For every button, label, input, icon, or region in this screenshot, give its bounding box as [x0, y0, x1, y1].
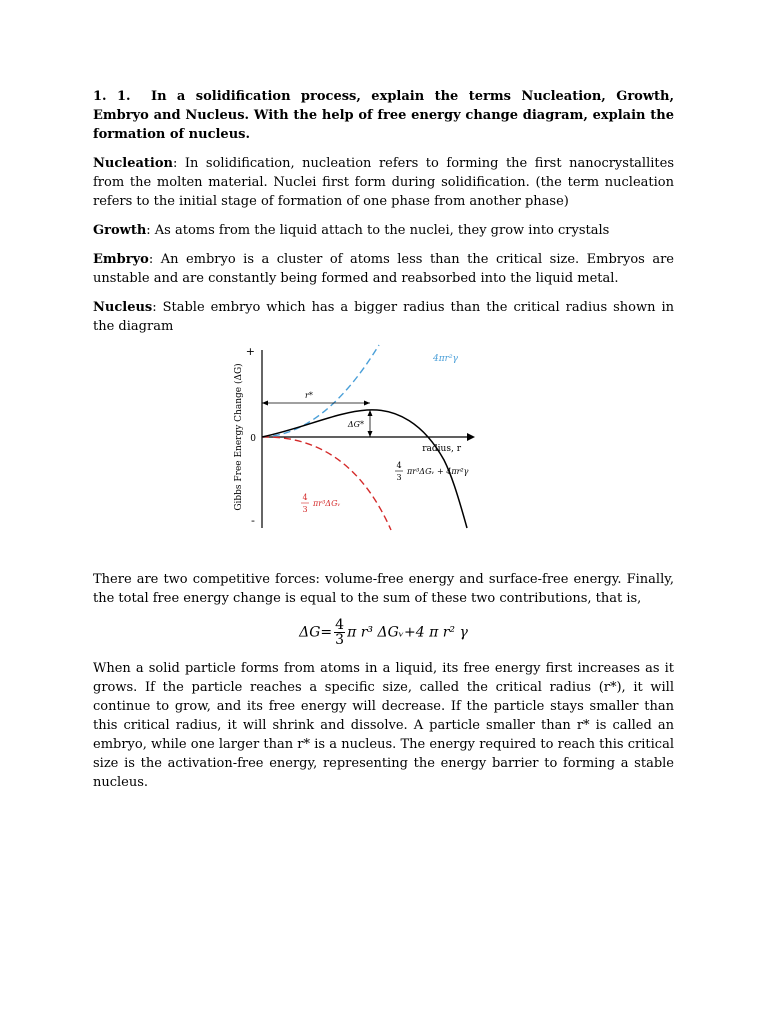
definition-nucleation [93, 154, 674, 211]
definition-nucleus [93, 298, 674, 336]
term-label: Embryo [93, 252, 149, 267]
volume-frac-top: 4 [302, 493, 308, 502]
volume-energy-curve [262, 437, 391, 530]
total-frac-top: 4 [396, 461, 402, 470]
r-star-arrow-right [364, 401, 370, 406]
r-star-label: r* [305, 391, 313, 400]
term-label: Growth [93, 223, 147, 238]
paragraph-forces: There are two competitive forces: volume-free energy and surface-free energy. Finally, the total free energy change is equal to the sum of these two contributions, that is, [93, 572, 674, 606]
total-term-label: πr³ΔGᵥ + 4πr²γ [407, 467, 469, 476]
x-axis-arrow [467, 433, 475, 441]
zero-tick: 0 [250, 434, 256, 444]
equation-lhs: ΔG= [299, 624, 333, 641]
free-energy-equation [93, 618, 674, 647]
volume-term-label: πr³ΔGᵥ [313, 499, 341, 508]
term-text: : In solidification, nucleation refers to forming the first nanocrystallites from the molten material. Nuclei first form during solidification. (the term nucleation refers to the initial stage of formation of one phase from another phase) [93, 156, 674, 209]
r-star-arrow-left [262, 401, 268, 406]
delta-g-star-arrow-bottom [368, 431, 373, 437]
document-content [93, 87, 674, 802]
total-frac-bottom: 3 [396, 473, 402, 482]
surface-term-label: 4πr²γ [433, 354, 458, 364]
question-heading [93, 87, 674, 144]
plus-tick: + [245, 345, 255, 358]
term-text: : As atoms from the liquid attach to the nuclei, they grow into crystals [146, 223, 610, 238]
equation-frac-top: 4 [335, 617, 345, 633]
term-label: Nucleus [93, 300, 153, 315]
delta-g-star-arrow-top [368, 410, 373, 416]
paragraph-explain: When a solid particle forms from atoms in a liquid, its free energy first increases as it grows. If the particle reaches a specific size, called the critical radius (r*), it will continue to grow, and its free energy will decrease. If the particle stays smaller than this critical radius, it will shrink and dissolve. A particle smaller than r* is called an embryo, while one larger than r* is a nucleus. The energy required to reach this critical size is the activation-free energy, representing the energy barrier to forming a stable nucleus. [93, 661, 674, 790]
equation-frac-bottom: 3 [335, 632, 345, 648]
definition-embryo [93, 250, 674, 288]
term-text: : Stable embryo which has a bigger radius than the critical radius shown in the diagram [93, 300, 674, 334]
free-energy-diagram [93, 340, 674, 536]
minus-tick: - [251, 514, 255, 527]
equation-fraction [334, 618, 345, 647]
definition-growth [93, 221, 674, 240]
term-text: : An embryo is a cluster of atoms less than the critical size. Embryos are unstable and are constantly being formed and reabsorbed into the liquid metal. [93, 252, 674, 286]
equation-rest: π r³ ΔGᵥ+4 π r² γ [347, 624, 468, 641]
y-axis-label: Gibbs Free Energy Change (ΔG) [234, 363, 244, 511]
delta-g-star-label: ΔG* [347, 420, 364, 429]
diagram-svg [229, 340, 519, 536]
question-number: 1. 1. [93, 89, 131, 104]
term-label: Nucleation [93, 156, 173, 171]
x-axis-label: radius, r [422, 444, 461, 454]
question-text: In a solidification process, explain the terms Nucleation, Growth, Embryo and Nucleus. With the help of free energy change diagram, explain the formation of nucleus. [93, 89, 675, 142]
volume-frac-bottom: 3 [302, 505, 308, 514]
